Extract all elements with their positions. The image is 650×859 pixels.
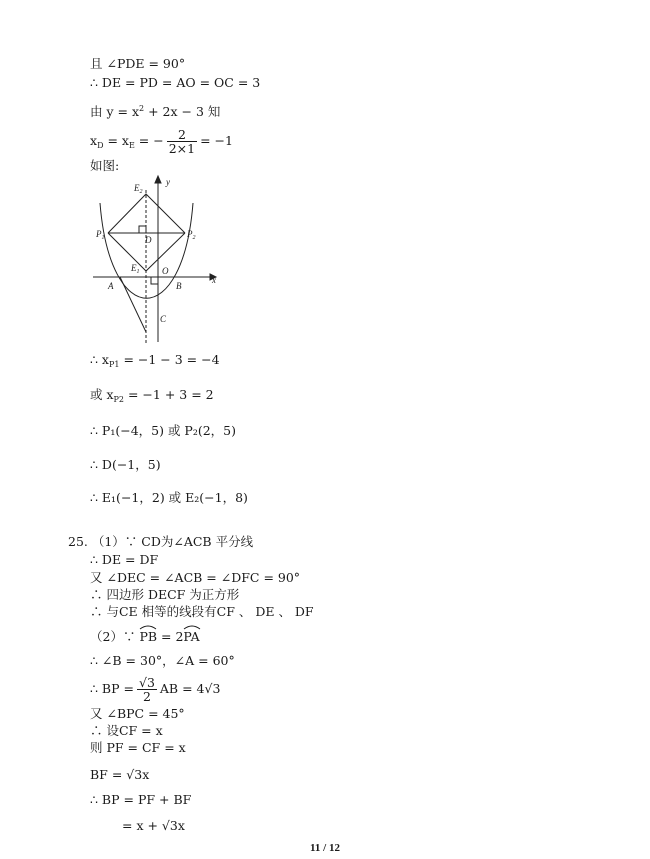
label-e2: $E_2$ [134,183,143,195]
right-angle-mark-o [151,277,158,284]
y-axis-arrow [155,176,161,183]
line-arc-pb: （2）∵ PB = 2PA [90,631,200,644]
line-let-cf: ∴ 设CF = x [90,723,163,738]
line-parabola-eq: 由 $y = x^2 + 2x - 3$ 知 [90,104,221,119]
line-p1-p2-coords: ∴ P₁(−4，5) 或 P₂(2，5) [90,423,237,438]
line-bp-value: ∴ BP = $\frac{√3}{2}$ AB = 4√3 [90,675,221,704]
line-angles-90: 又 ∠DEC = ∠ACB = ∠DFC = 90° [90,570,301,585]
line-angle-bpc: 又 ∠BPC = 45° [90,706,185,721]
label-a: A [108,281,114,291]
label-p2: $P_2$ [187,229,196,241]
parabola-figure [88,174,223,346]
line-xd-xe: $x_D = x_E$ = − $\frac{2}{2\times 1}$ = −1 [90,127,233,156]
label-p1: $P_1$ [96,229,105,241]
line-angles-b-a: ∴ ∠B = 30°，∠A = 60° [90,653,235,668]
label-e1: $E_1$ [131,263,140,275]
line-bp-result: = x + √3x [122,818,185,833]
line-bf: BF = √3x [90,767,150,782]
segment-ac [120,277,146,332]
line-d-coords: ∴ D(−1，5) [90,457,161,472]
line-bp-sum: ∴ BP = PF + BF [90,792,192,807]
line-de-equals: ∴ DE = PD = AO = OC = 3 [90,75,261,90]
line-angle-pde: 且 ∠PDE = 90° [90,56,186,71]
line-as-figure: 如图: [90,158,120,173]
label-x: x [212,275,216,285]
label-b: B [176,281,182,291]
label-y: y [166,177,170,187]
line-xp2: 或 $x_{P2} = -1 + 3 = 2$ [90,387,214,404]
question-25-heading: 25. （1）∵ CD为∠ACB 平分线 [68,534,254,549]
line-xp1: ∴ $x_{P1} = -1 - 3 = -4$ [90,352,220,369]
line-de-df: ∴ DE = DF [90,552,159,567]
line-pf-cf: 则 PF = CF = x [90,740,186,755]
line-e1-e2-coords: ∴ E₁(−1，2) 或 E₂(−1，8) [90,490,248,505]
line-square: ∴ 四边形 DECF 为正方形 [90,587,240,602]
line-equal-segments: ∴ 与CE 相等的线段有CF 、 DE 、 DF [90,604,314,619]
label-o: O [162,266,169,276]
page-number: 11 / 12 [310,842,340,854]
label-c: C [160,314,167,324]
right-angle-mark-d [139,226,146,233]
label-d: D [145,235,152,245]
